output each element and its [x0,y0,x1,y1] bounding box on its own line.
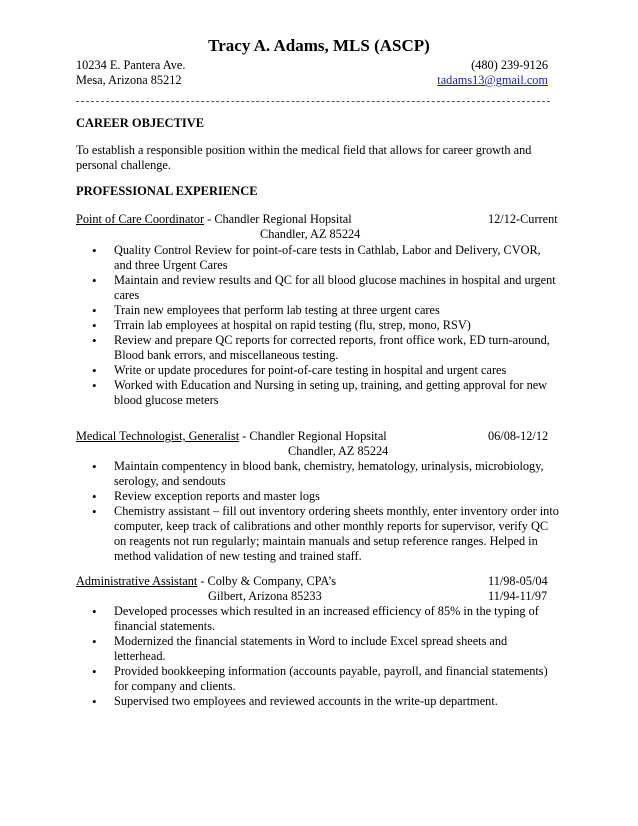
header-divider [76,101,550,102]
list-item: • Modernized the financial statements in Word to include Excel spread sheets and letterhead. [76,634,560,664]
job-title-line [76,429,560,444]
list-item: • Quality Control Review for point-of-care tests in Cathlab, Labor and Delivery, CVOR, and three Urgent Cares [76,243,560,273]
list-item: • Review and prepare QC reports for corrected reports, front office work, ED turn-around, Blood bank errors, and miscellaneous testing. [76,333,560,363]
job-location: Chandler, AZ 85224 [288,444,389,458]
job-employer: - Chandler Regional Hopsital [239,429,387,443]
objective-heading: CAREER OBJECTIVE [76,116,205,130]
job-employer: - Colby & Company, CPA’s [197,574,337,588]
list-item: • Maintain compentency in blood bank, chemistry, hematology, urinalysis, microbiology, serology, and sendouts [76,459,560,489]
list-item: • Trrain lab employees at hospital on rapid testing (flu, strep, mono, RSV) [76,318,560,333]
job-title-line [76,574,560,589]
job-entry [76,429,560,459]
candidate-name: Tracy A. Adams, MLS (ASCP) [208,36,430,55]
job-location-line [76,589,560,604]
address-line-2: Mesa, Arizona 85212 [76,73,182,87]
list-item: • Chemistry assistant – fill out inventory ordering sheets monthly, enter inventory order into computer, keep track of calibrations and other monthly reports for supervisor, verify QC on reagents not run regularly; maintain manuals and setup reference ranges. Helped in method validation of new testing and trained staff. [76,504,560,564]
phone-number: (480) 239-9126 [471,58,548,72]
address-line-1: 10234 E. Pantera Ave. [76,58,186,72]
list-item: • Review exception reports and master logs [76,489,560,504]
list-item: • Provided bookkeeping information (accounts payable, payroll, and financial statements) for company and clients. [76,664,560,694]
job-bullet-list [76,459,560,564]
job-title: Point of Care Coordinator [76,212,205,226]
job-dates: 11/98-05/04 [488,574,548,588]
job-entry [76,212,560,242]
job-entry [76,574,560,604]
job-title-line [76,212,560,227]
job-bullet-list [76,604,560,709]
email-link[interactable]: tadams13@gmail.com [437,73,548,87]
job-employer: - Chandler Regional Hopsital [204,212,352,226]
job-dates: 12/12-Current [488,212,558,226]
list-item: • Maintain and review results and QC for all blood glucose machines in hospital and urgent cares [76,273,560,303]
objective-text: To establish a responsible position within the medical field that allows for career growth and personal challenge. [76,143,532,172]
list-item: • Developed processes which resulted in an increased efficiency of 85% in the typing of financial statements. [76,604,560,634]
job-title: Medical Technologist, Generalist [76,429,240,443]
job-dates: 06/08-12/12 [488,429,549,443]
list-item: • Worked with Education and Nursing in seting up, training, and getting approval for new blood glucose meters [76,378,560,408]
list-item: • Supervised two employees and reviewed accounts in the write-up department. [76,694,560,709]
job-bullet-list [76,243,560,408]
job-location: Chandler, AZ 85224 [260,227,361,241]
list-item: • Train new employees that perform lab testing at three urgent cares [76,303,560,318]
job-location: Gilbert, Arizona 85233 [208,589,322,603]
job-dates-secondary: 11/94-11/97 [488,589,548,603]
experience-heading: PROFESSIONAL EXPERIENCE [76,184,258,198]
job-title: Administrative Assistant [76,574,198,588]
list-item: • Write or update procedures for point-of-care testing in hospital and urgent cares [76,363,560,378]
